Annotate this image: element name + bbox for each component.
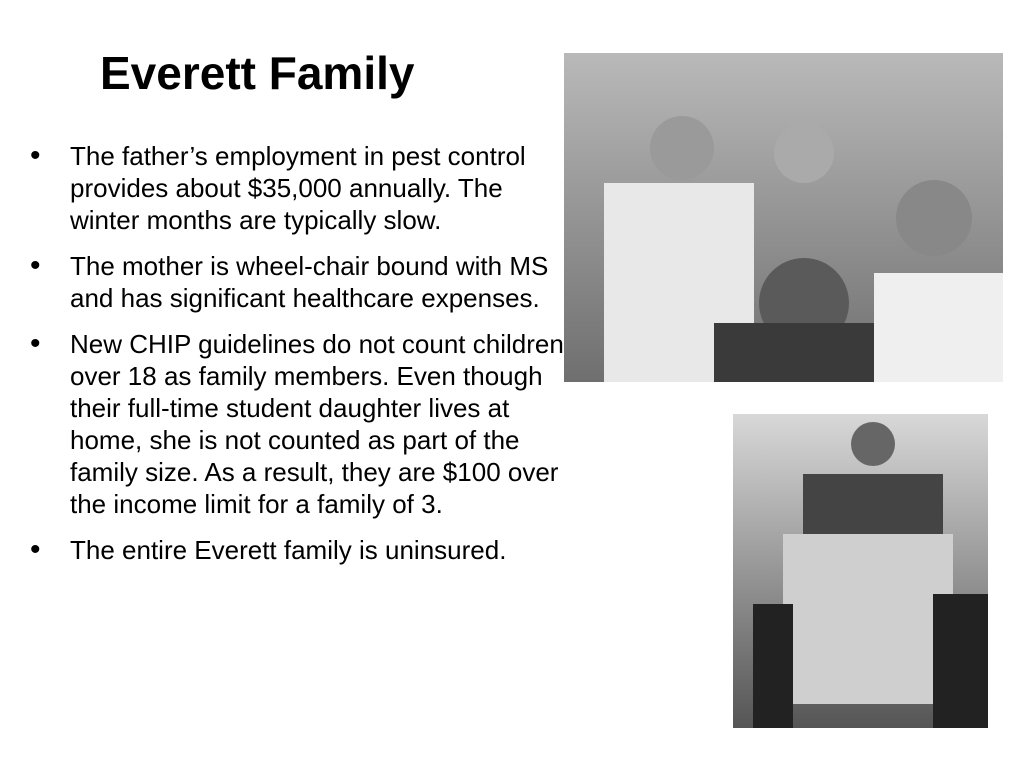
mother-wheelchair-photo — [733, 414, 988, 728]
bullet-icon: • — [30, 139, 41, 172]
bullet-text: The entire Everett family is uninsured. — [70, 535, 507, 565]
bullet-item — [30, 534, 570, 566]
bullet-item — [30, 328, 570, 520]
family-photo — [564, 53, 1003, 382]
bullet-item — [30, 250, 570, 314]
bullet-text: New CHIP guidelines do not count children over 18 as family members. Even though their full-time student daughter lives at home, she is not counted as part of the family size. As a result, they are $100 over the income limit for a family of 3. — [70, 329, 564, 519]
bullet-icon: • — [30, 327, 41, 360]
bullet-icon: • — [30, 249, 41, 282]
bullet-text: The father’s employment in pest control provides about $35,000 annually. The winter months are typically slow. — [70, 141, 526, 235]
bullet-item — [30, 140, 570, 236]
slide-title: Everett Family — [100, 47, 415, 99]
bullet-icon: • — [30, 533, 41, 566]
bullet-list — [30, 140, 570, 580]
bullet-text: The mother is wheel-chair bound with MS and has significant healthcare expenses. — [70, 251, 549, 313]
